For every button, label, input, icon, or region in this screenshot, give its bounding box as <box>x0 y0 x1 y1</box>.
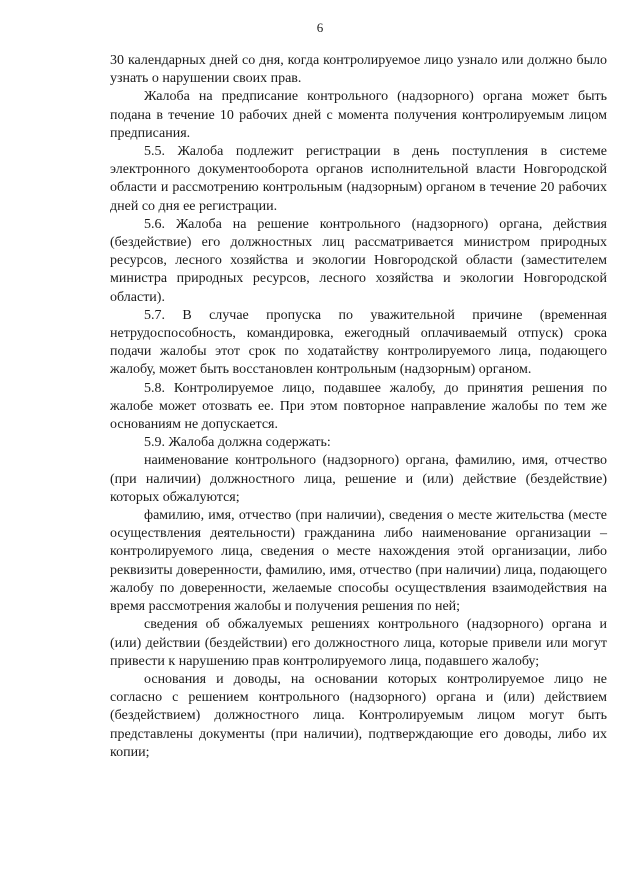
list-item-grounds: основания и доводы, на основании которых контролируемое лицо не согласно с решением контрольного (надзорного) органа и (или) действием (бездействием) должностного лица. Контролируемым лицом могут быть представлены документы (при наличии), подтверждающие его доводы, либо их копии; <box>110 671 607 760</box>
paragraph-5-7: 5.7. В случае пропуска по уважительной причине (временная нетрудоспособность, командировка, ежегодный оплачиваемый отпуск) срока подачи жалобы этот срок по ходатайству контролируемого лица, подающего жалобу, может быть восстановлен контрольным (надзорным) органом. <box>110 307 607 378</box>
paragraph-5-9: 5.9. Жалоба должна содержать: <box>144 435 331 451</box>
paragraph-5-6: 5.6. Жалоба на решение контрольного (надзорного) органа, действия (бездействие) его должностных лиц рассматривается министром природных ресурсов, лесного хозяйства и экологии Новгородской области (заместителем министра природных ресурсов, лесного хозяйства и экологии Новгородской области). <box>110 216 607 305</box>
paragraph-5-8: 5.8. Контролируемое лицо, подавшее жалобу, до принятия решения по жалобе может отозвать ее. При этом повторное направление жалобы по тем же основаниям не допускается. <box>110 380 607 433</box>
paragraph-prescription-appeal: Жалоба на предписание контрольного (надзорного) органа может быть подана в течение 10 рабочих дней с момента получения контролируемым лицом предписания. <box>110 89 607 141</box>
paragraph-5-5: 5.5. Жалоба подлежит регистрации в день поступления в системе электронного документооборота органов исполнительной власти Новгородской области и рассмотрению контрольным (надзорным) органом в течение 20 рабочих дней со дня ее регистрации. <box>110 144 607 214</box>
list-item-applicant-details: фамилию, имя, отчество (при наличии), сведения о месте жительства (месте осуществления деятельности) гражданина либо наименование организации – контролируемого лица, сведения о месте нахождения этой организации, либо реквизиты доверенности, фамилию, имя, отчество (при наличии) лица, подающего жалобу по доверенности, желаемые способы осуществления взаимодействия на время рассмотрения жалобы и получения решения по ней; <box>110 508 607 615</box>
page-number: 6 <box>316 20 324 35</box>
document-body <box>110 52 607 762</box>
list-item-appealed-decisions: сведения об обжалуемых решениях контрольного (надзорного) органа и (или) действии (бездействии) его должностного лица, которые привели или могут привести к нарушению прав контролируемого лица, подавшего жалобу; <box>110 617 607 669</box>
paragraph-continuation: 30 календарных дней со дня, когда контролируемое лицо узнало или должно было узнать о нарушении своих прав. <box>110 53 607 87</box>
list-item-authority-name: наименование контрольного (надзорного) органа, фамилию, имя, отчество (при наличии) должностного лица, решение и (или) действие (бездействие) которых обжалуются; <box>110 453 607 505</box>
